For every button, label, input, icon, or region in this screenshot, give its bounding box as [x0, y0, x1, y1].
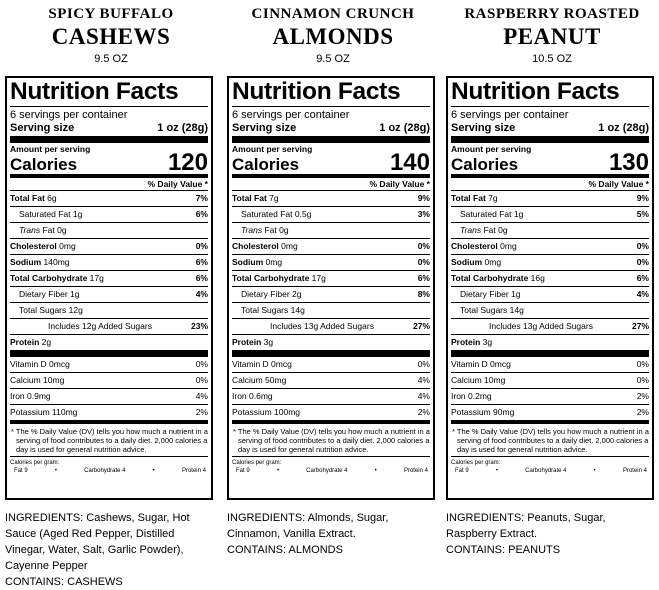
- vitamin-d-row: Vitamin D 0mcg 0%: [451, 357, 649, 373]
- ingredients-block: [5, 510, 217, 590]
- total-sugars-row: Total Sugars 14g: [460, 305, 524, 315]
- total-fat-row: Total Fat 7g 9%: [232, 191, 430, 207]
- bullet-separator: •: [495, 468, 498, 474]
- total-carbohydrate-row: Total Carbohydrate 17g 6%: [10, 271, 208, 287]
- daily-value-header: % Daily Value *: [451, 178, 649, 191]
- calories-per-gram-label: Calories per gram:: [232, 460, 282, 466]
- bullet-separator: •: [152, 468, 155, 474]
- calories-value: 140: [389, 149, 430, 176]
- net-weight: 9.5 OZ: [316, 53, 350, 65]
- servings-per-container: 6 servings per container: [232, 109, 350, 121]
- total-sugars-row: Total Sugars 14g: [241, 305, 305, 315]
- total-fat-row: Total Fat 7g 9%: [451, 191, 649, 207]
- thick-divider: [232, 136, 430, 143]
- serving-size-label: Serving size: [232, 122, 297, 134]
- bullet-separator: •: [54, 468, 57, 474]
- sodium-row: Sodium 140mg 6%: [10, 255, 208, 271]
- product-column: [227, 0, 439, 556]
- iron-row: Iron 0.2mg 2%: [451, 389, 649, 405]
- thick-divider-2: [451, 350, 649, 357]
- total-sugars-row: Total Sugars 12g: [19, 305, 83, 315]
- amount-per-serving: Amount per serving: [451, 144, 532, 154]
- dietary-fiber-row: Dietary Fiber 1g 4%: [10, 287, 208, 303]
- thick-divider-2: [10, 350, 208, 357]
- potassium-row: Potassium 110mg 2%: [10, 407, 208, 417]
- calories-per-gram-row: [232, 467, 430, 475]
- daily-value-header: % Daily Value *: [232, 178, 430, 191]
- serving-size-value: 1 oz (28g): [157, 122, 208, 134]
- carb-per-gram: Carbohydrate 4: [84, 468, 126, 474]
- nutrition-facts-title: Nutrition Facts: [451, 78, 649, 107]
- ingredients-line: INGREDIENTS: Almonds, Sugar,: [227, 512, 389, 524]
- ingredients-line: CONTAINS: PEANUTS: [446, 544, 561, 556]
- serving-size-row: [10, 122, 208, 135]
- carb-per-gram: Carbohydrate 4: [525, 468, 567, 474]
- ingredients-block: [227, 510, 439, 558]
- nutrition-facts-title: Nutrition Facts: [232, 78, 430, 107]
- bullet-separator: •: [374, 468, 377, 474]
- daily-value-footnote: * The % Daily Value (DV) tells you how much a nutrient in a serving of food contributes to a daily diet. 2,000 calories a day is used for general nutrition advice.: [232, 424, 430, 457]
- daily-value-header: % Daily Value *: [10, 178, 208, 191]
- iron-row: Iron 0.6mg 4%: [232, 389, 430, 405]
- product-header: [5, 5, 217, 66]
- sodium-row: Sodium 0mg 0%: [451, 255, 649, 271]
- product-column: [446, 0, 658, 556]
- serving-size-label: Serving size: [451, 122, 516, 134]
- nutrition-facts-label: [446, 76, 654, 500]
- serving-size-label: Serving size: [10, 122, 75, 134]
- ingredients-line: CONTAINS: CASHEWS: [5, 576, 123, 588]
- saturated-fat-row: Saturated Fat 1g 6%: [10, 207, 208, 223]
- net-weight: 10.5 OZ: [532, 53, 572, 65]
- calories-value: 120: [167, 149, 208, 176]
- daily-value-footnote: * The % Daily Value (DV) tells you how much a nutrient in a serving of food contributes to a daily diet. 2,000 calories a day is used for general nutrition advice.: [10, 424, 208, 457]
- trans-fat-row: Trans Fat 0g: [232, 223, 430, 239]
- ingredients-line: Sauce (Aged Red Pepper, Distilled: [5, 528, 175, 540]
- product-name: ALMONDS: [272, 24, 394, 49]
- fat-per-gram: Fat 9: [236, 468, 250, 474]
- fat-per-gram: Fat 9: [455, 468, 469, 474]
- servings-per-container: 6 servings per container: [10, 109, 128, 121]
- vitamin-d-row: Vitamin D 0mcg 0%: [232, 357, 430, 373]
- calcium-row: Calcium 10mg 0%: [10, 373, 208, 389]
- calcium-row: Calcium 10mg 0%: [451, 373, 649, 389]
- ingredients-line: INGREDIENTS: Cashews, Sugar, Hot: [5, 512, 190, 524]
- protein-per-gram: Protein 4: [622, 468, 647, 474]
- product-flavor: CINNAMON CRUNCH: [251, 6, 415, 22]
- product-name: CASHEWS: [51, 24, 171, 49]
- calories-label: Calories: [232, 155, 300, 174]
- thick-divider: [451, 136, 649, 143]
- nutrition-facts-label: [227, 76, 435, 500]
- cholesterol-row: Cholesterol 0mg 0%: [232, 239, 430, 255]
- amount-per-serving: Amount per serving: [10, 144, 91, 154]
- potassium-row: Potassium 90mg 2%: [451, 407, 649, 417]
- serving-size-value: 1 oz (28g): [379, 122, 430, 134]
- product-column: [5, 0, 217, 588]
- servings-per-container: 6 servings per container: [451, 109, 569, 121]
- added-sugars-row: Includes 12g Added Sugars 23%: [10, 318, 208, 335]
- calories-per-gram-row: [451, 467, 649, 475]
- serving-size-value: 1 oz (28g): [598, 122, 649, 134]
- calories-label: Calories: [451, 155, 519, 174]
- bullet-separator: •: [593, 468, 596, 474]
- dietary-fiber-row: Dietary Fiber 2g 8%: [232, 287, 430, 303]
- thick-divider-2: [232, 350, 430, 357]
- product-flavor: RASPBERRY ROASTED: [464, 6, 640, 22]
- trans-fat-row: Trans Fat 0g: [10, 223, 208, 239]
- iron-row: Iron 0.9mg 4%: [10, 389, 208, 405]
- ingredients-line: CONTAINS: ALMONDS: [227, 544, 343, 556]
- total-carbohydrate-row: Total Carbohydrate 17g 6%: [232, 271, 430, 287]
- ingredients-line: Cayenne Pepper: [5, 560, 88, 572]
- net-weight: 9.5 OZ: [94, 53, 128, 65]
- serving-size-row: [451, 122, 649, 135]
- thick-divider: [10, 136, 208, 143]
- calcium-row: Calcium 50mg 4%: [232, 373, 430, 389]
- ingredients-line: Cinnamon, Vanilla Extract.: [227, 528, 356, 540]
- nutrition-facts-label: [5, 76, 213, 500]
- serving-size-row: [232, 122, 430, 135]
- dietary-fiber-row: Dietary Fiber 1g 4%: [451, 287, 649, 303]
- product-header: [446, 5, 658, 66]
- potassium-row: Potassium 100mg 2%: [232, 407, 430, 417]
- protein-row: Protein 3g: [451, 337, 493, 347]
- product-header: [227, 5, 439, 66]
- calories-value: 130: [608, 149, 649, 176]
- total-fat-row: Total Fat 6g 7%: [10, 191, 208, 207]
- ingredients-line: INGREDIENTS: Peanuts, Sugar,: [446, 512, 606, 524]
- total-carbohydrate-row: Total Carbohydrate 16g 6%: [451, 271, 649, 287]
- bullet-separator: •: [276, 468, 279, 474]
- daily-value-footnote: * The % Daily Value (DV) tells you how much a nutrient in a serving of food contributes to a daily diet. 2,000 calories a day is used for general nutrition advice.: [451, 424, 649, 457]
- protein-per-gram: Protein 4: [181, 468, 206, 474]
- saturated-fat-row: Saturated Fat 0.5g 3%: [232, 207, 430, 223]
- vitamin-d-row: Vitamin D 0mcg 0%: [10, 357, 208, 373]
- cholesterol-row: Cholesterol 0mg 0%: [10, 239, 208, 255]
- added-sugars-row: Includes 13g Added Sugars 27%: [451, 318, 649, 335]
- calories-per-gram-label: Calories per gram:: [10, 460, 60, 466]
- ingredients-block: [446, 510, 658, 558]
- protein-row: Protein 2g: [10, 337, 52, 347]
- trans-fat-row: Trans Fat 0g: [451, 223, 649, 239]
- added-sugars-row: Includes 13g Added Sugars 27%: [232, 318, 430, 335]
- protein-per-gram: Protein 4: [403, 468, 428, 474]
- calories-per-gram-label: Calories per gram:: [451, 460, 501, 466]
- cholesterol-row: Cholesterol 0mg 0%: [451, 239, 649, 255]
- carb-per-gram: Carbohydrate 4: [306, 468, 348, 474]
- sodium-row: Sodium 0mg 0%: [232, 255, 430, 271]
- fat-per-gram: Fat 9: [14, 468, 28, 474]
- ingredients-line: Raspberry Extract.: [446, 528, 538, 540]
- protein-row: Protein 3g: [232, 337, 274, 347]
- amount-per-serving: Amount per serving: [232, 144, 313, 154]
- calories-label: Calories: [10, 155, 78, 174]
- saturated-fat-row: Saturated Fat 1g 5%: [451, 207, 649, 223]
- product-flavor: SPICY BUFFALO: [48, 6, 174, 22]
- product-name: PEANUT: [503, 24, 601, 49]
- nutrition-facts-title: Nutrition Facts: [10, 78, 208, 107]
- ingredients-line: Vinegar, Water, Salt, Garlic Powder),: [5, 544, 184, 556]
- calories-per-gram-row: [10, 467, 208, 475]
